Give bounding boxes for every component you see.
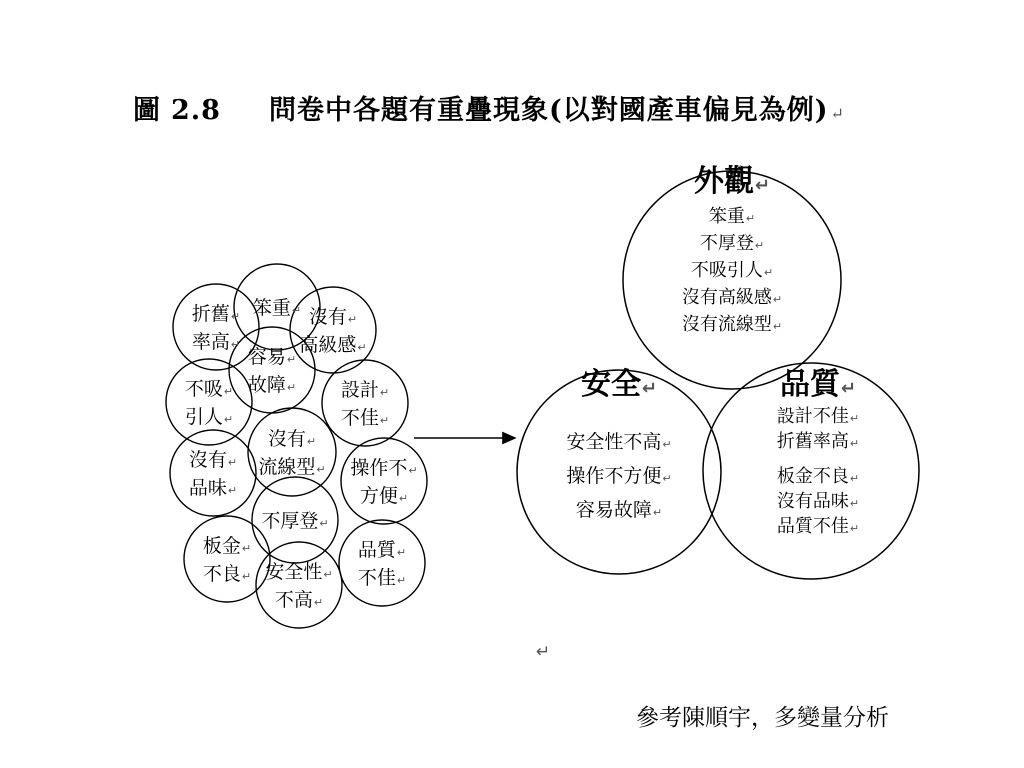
citation: 參考陳順宇，多變量分析 [636,705,889,731]
cluster-item-label: 設計↵ [340,379,390,401]
cluster-item-label: 沒有↵ [267,428,317,450]
cluster-item-label: 笨重↵ [252,297,302,319]
venn-title-left: 安全↵ [580,367,658,402]
venn-item-right: 沒有品味↵ [776,491,860,512]
venn-item-left: 容易故障↵ [575,499,663,521]
item-circle [184,516,270,602]
paragraph-return-mark: ↵ [536,642,551,662]
cluster-item-label: 率高↵ [191,331,241,353]
cluster-item-label: 故障↵ [247,374,297,396]
item-circle [166,359,252,445]
cluster-item-label: 不良↵ [202,563,252,585]
venn-item-top: 笨重↵ [708,206,756,227]
venn-diagram [517,164,919,579]
venn-item-top: 不吸引人↵ [690,260,774,281]
venn-item-top: 沒有高級感↵ [681,287,783,308]
cluster-item-label: 品味↵ [188,477,238,499]
cluster-item-label: 板金↵ [202,535,252,557]
item-circle [322,360,408,446]
item-circle [170,430,256,516]
venn-title-right: 品質↵ [779,367,857,402]
cluster-item-label: 不佳↵ [340,407,390,429]
venn-title-top: 外觀↵ [693,164,771,199]
cluster-item-label: 操作不↵ [350,457,418,479]
item-circle [173,284,259,370]
cluster-item-label: 容易↵ [247,346,297,368]
item-circle [339,520,425,606]
venn-item-right: 折舊率高↵ [776,431,860,452]
return-mark: ↵ [830,104,845,123]
figure-prefix: 圖 [133,95,161,126]
item-circle [248,408,336,496]
venn-item-right: 板金不良↵ [776,466,860,487]
venn-item-right: 品質不佳↵ [776,516,860,537]
venn-item-top: 不厚登↵ [699,233,765,254]
cluster-item-label: 品質↵ [357,539,407,561]
figure-number: 2.8 [171,95,221,126]
item-cluster [166,264,427,628]
venn-item-left: 操作不方便↵ [566,465,672,487]
venn-item-top: 沒有流線型↵ [681,314,783,335]
cluster-item-label: 折舊↵ [191,303,241,325]
cluster-item-label: 沒有↵ [308,306,358,328]
venn-item-right: 設計不佳↵ [776,406,860,427]
cluster-item-label: 安全性↵ [265,561,333,583]
venn-item-left: 安全性不高↵ [566,431,672,453]
cluster-item-label: 不厚登↵ [261,510,329,532]
cluster-item-label: 方便↵ [359,485,409,507]
cluster-item-label: 不高↵ [274,589,324,611]
cluster-item-label: 不佳↵ [357,567,407,589]
figure-title-text: 問卷中各題有重疊現象(以對國產車偏見為例) [268,95,829,126]
cluster-item-label: 引人↵ [184,406,234,428]
cluster-item-label: 沒有↵ [188,449,238,471]
item-circle [256,542,342,628]
cluster-item-label: 不吸↵ [184,378,234,400]
item-circle [341,438,427,524]
cluster-item-label: 高級感↵ [299,334,367,356]
cluster-item-label: 流線型↵ [258,456,326,478]
